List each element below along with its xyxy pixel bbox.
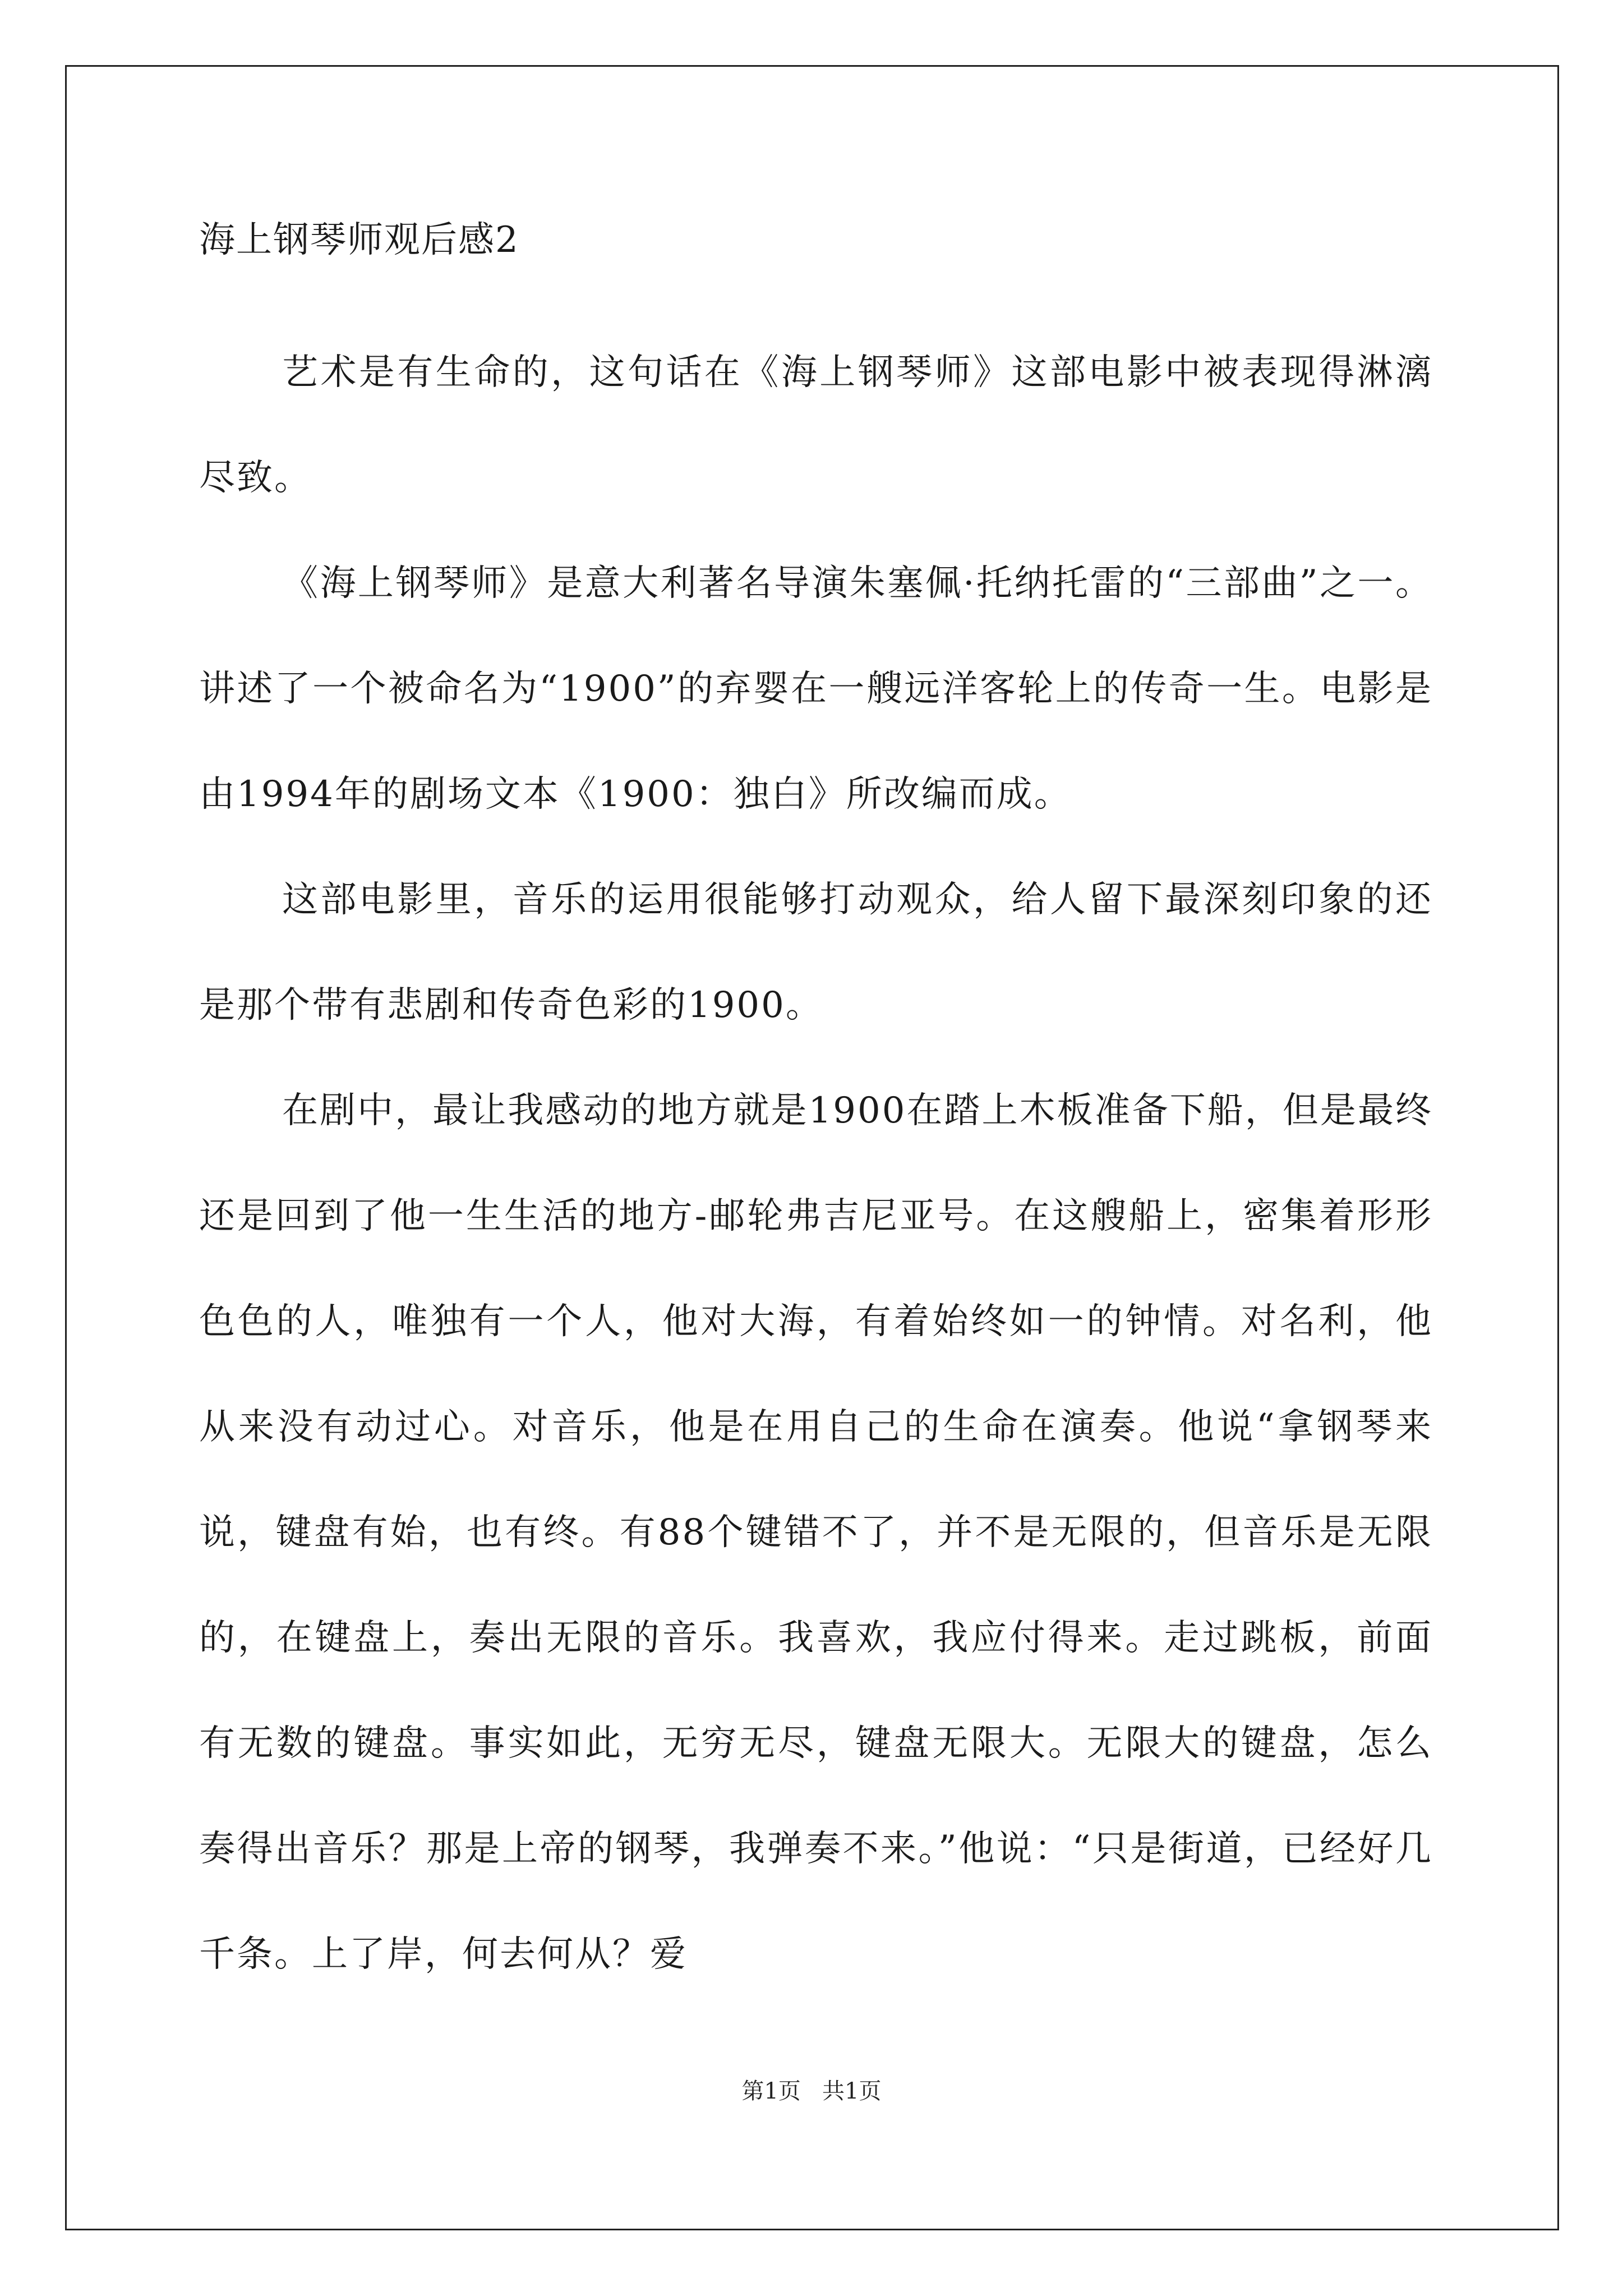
- paragraph-2: 《海上钢琴师》是意大利著名导演朱塞佩·托纳托雷的“三部曲”之一。讲述了一个被命名为“1900”的弃婴在一艘远洋客轮上的传奇一生。电影是由1994年的剧场文本《1900：独白》所改编而成。: [199, 563, 1433, 815]
- page-number-footer: 第1页 共1页: [741, 2078, 882, 2104]
- paragraph-4: 在剧中，最让我感动的地方就是1900在踏上木板准备下船，但是最终还是回到了他一生生活的地方-邮轮弗吉尼亚号。在这艘船上，密集着形形色色的人，唯独有一个人，他对大海，有着始终如一的钟情。对名利，他从来没有动过心。对音乐，他是在用自己的生命在演奏。他说“拿钢琴来说，键盘有始，也有终。有88个键错不了，并不是无限的，但音乐是无限的，在键盘上，奏出无限的音乐。我喜欢，我应付得来。走过跳板，前面有无数的键盘。事实如此，无穷无尽，键盘无限大。无限大的键盘，怎么奏得出音乐？那是上帝的钢琴，我弹奏不来。”他说：“只是街道，已经好几千条。上了岸，何去何从？爱: [199, 1090, 1433, 1975]
- document-title: 海上钢琴师观后感2: [199, 219, 519, 261]
- document-body: [199, 213, 1433, 2007]
- paragraph-3: 这部电影里，音乐的运用很能够打动观众，给人留下最深刻印象的还是那个带有悲剧和传奇色彩的1900。: [199, 879, 1433, 1026]
- paragraph-1: 艺术是有生命的，这句话在《海上钢琴师》这部电影中被表现得淋漓尽致。: [199, 352, 1433, 499]
